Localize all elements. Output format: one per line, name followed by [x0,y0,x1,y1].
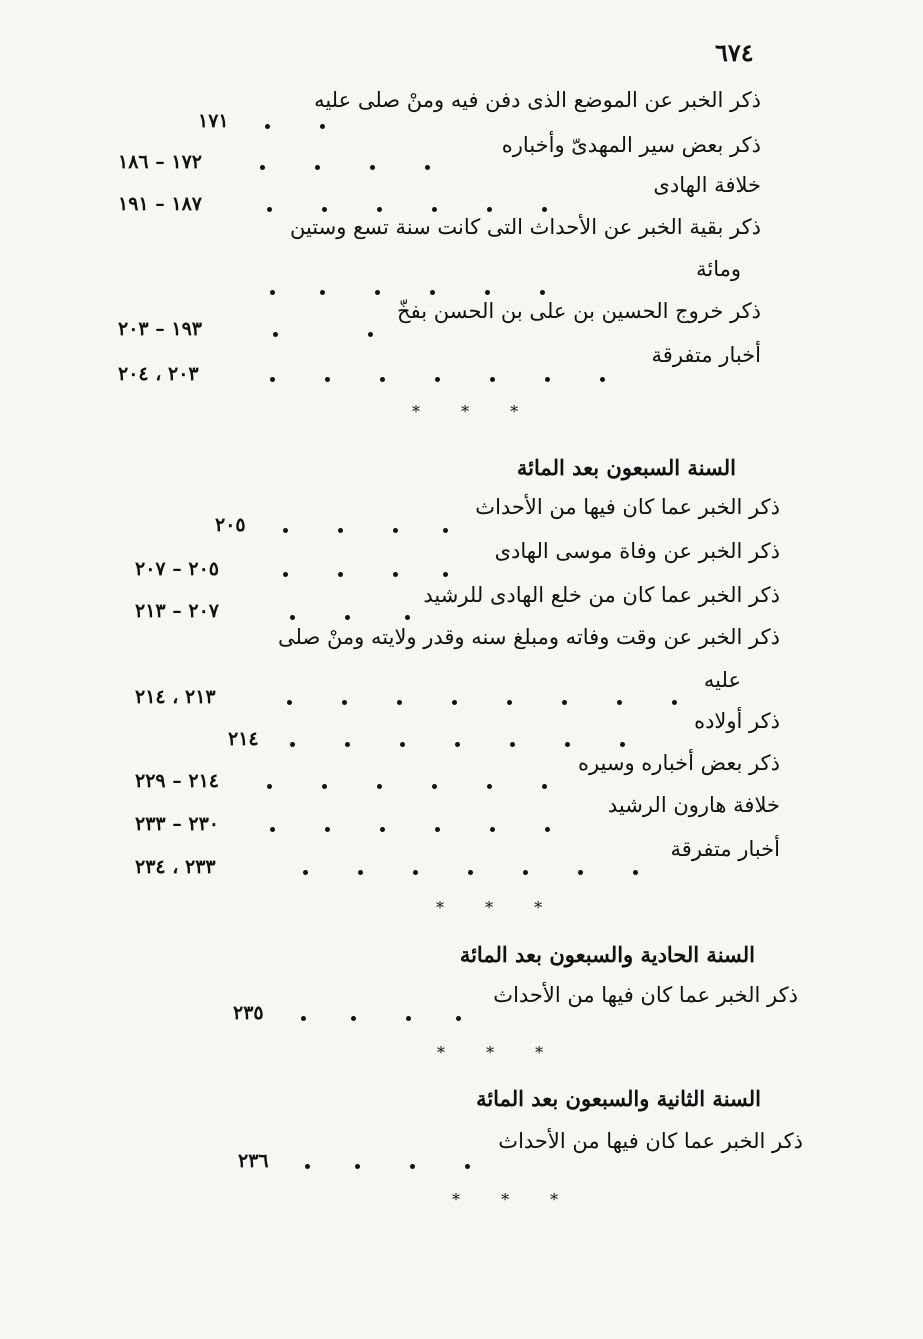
toc-entry-pages: ٢١٤ – ٢٢٩ [135,770,219,792]
toc-entry-pages: ٢٠٣ ، ٢٠٤ [118,363,199,385]
leader-dots [268,330,378,340]
section-separator: * * * [452,1190,577,1209]
toc-entry-text: ذكر الخبر عما كان فيها من الأحداث [475,495,780,519]
leader-dots [296,1014,476,1024]
toc-entry-pages: ٢٣٣ ، ٢٣٤ [135,856,216,878]
year-heading: السنة السبعون بعد المائة [516,455,736,480]
toc-entry-text: عليه [703,668,741,692]
toc-entry-text: ذكر الخبر عن الموضع الذى دفن فيه ومنْ صلى عليه [314,88,761,112]
toc-entry-text: ذكر الخبر عن وفاة موسى الهادى [494,539,780,563]
toc-entry-pages: ٢٠٥ – ٢٠٧ [135,558,219,580]
toc-entry-text: ذكر الخبر عن وقت وفاته ومبلغ سنه وقدر ولايته ومنْ صلى [277,625,780,649]
toc-entry-pages: ٢٠٥ [215,514,246,536]
toc-entry-text: أخبار متفرقة [651,343,761,367]
toc-entry-text: ذكر خروج الحسين بن على بن الحسن بفخّ [397,299,761,323]
leader-dots [262,782,572,792]
leader-dots [282,698,682,708]
section-separator: * * * [437,1043,562,1062]
leader-dots [278,570,508,580]
page-number: ٦٧٤ [715,38,754,67]
leader-dots [255,163,495,173]
section-separator: * * * [412,402,537,421]
toc-entry-text: ومائة [696,257,741,281]
toc-entry-pages: ١٧١ [198,110,229,132]
toc-entry-text: ذكر الخبر عما كان من خلع الهادى للرشيد [423,583,780,607]
toc-entry-pages: ٢١٣ ، ٢١٤ [135,686,216,708]
toc-entry-pages: ٢٣٦ [238,1150,269,1172]
toc-entry-text: ذكر بعض أخباره وسيره [577,751,780,775]
leader-dots [265,375,625,385]
toc-entry-pages: ٢٠٧ – ٢١٣ [135,600,219,622]
toc-entry-pages: ٢٣٠ – ٢٣٣ [135,813,219,835]
toc-entry-text: ذكر بعض سير المهدىّ وأخباره [501,133,761,157]
toc-entry-pages: ١٩٣ – ٢٠٣ [118,318,202,340]
toc-entry-text: ذكر الخبر عما كان فيها من الأحداث [493,983,798,1007]
toc-entry-pages: ١٧٢ – ١٨٦ [118,151,202,173]
section-separator: * * * [436,898,561,917]
leader-dots [260,122,330,132]
leader-dots [300,1162,480,1172]
toc-entry-text: ذكر الخبر عما كان فيها من الأحداث [498,1129,803,1153]
toc-entry-pages: ١٨٧ – ١٩١ [118,193,202,215]
toc-entry-text: ذكر بقية الخبر عن الأحداث التى كانت سنة تسع وستين [289,215,761,239]
toc-entry-text: ذكر أولاده [694,709,780,733]
toc-entry-text: خلافة الهادى [653,173,761,197]
leader-dots [298,868,658,878]
year-heading: السنة الثانية والسبعون بعد المائة [476,1086,761,1111]
year-heading: السنة الحادية والسبعون بعد المائة [459,942,755,967]
toc-entry-pages: ٢٣٥ [233,1002,264,1024]
toc-entry-text: خلافة هارون الرشيد [607,793,780,817]
toc-entry-text: أخبار متفرقة [670,837,780,861]
leader-dots [278,526,458,536]
toc-entry-pages: ٢١٤ [228,728,259,750]
leader-dots [265,825,605,835]
